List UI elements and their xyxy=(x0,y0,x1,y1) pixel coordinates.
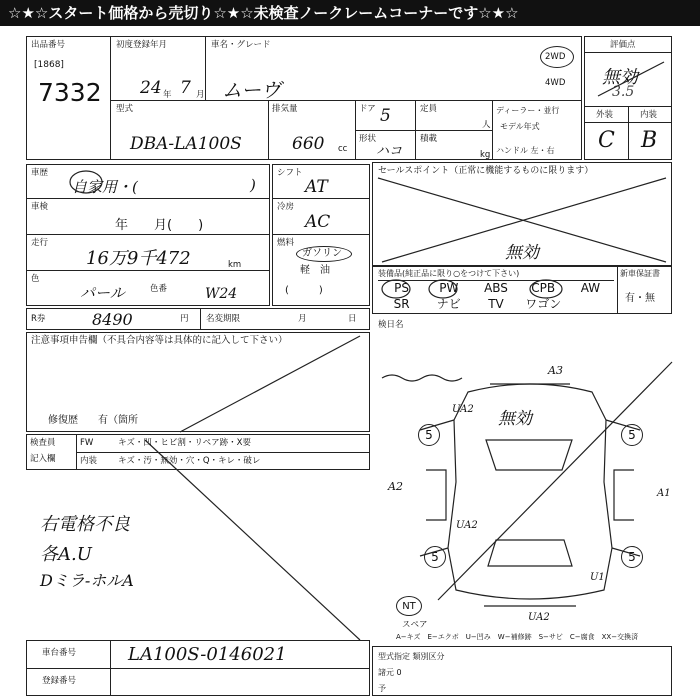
eval-void-stamp: 無効 xyxy=(602,67,638,88)
shaken-label: 車検 xyxy=(31,202,49,212)
lot-label: 出品番号 xyxy=(31,40,66,50)
displacement-unit: cc xyxy=(338,144,348,154)
ext-grade: C xyxy=(598,128,615,153)
capacity-unit: 人 xyxy=(482,120,491,130)
recycle-value: 8490 xyxy=(92,310,133,329)
color-value: パール xyxy=(80,284,125,302)
tire-front-right: 5 xyxy=(621,424,643,446)
tire-front-left: 5 xyxy=(418,424,440,446)
year-unit: 年 xyxy=(163,90,172,100)
interior-items: キズ・汚・無効・穴・Q・キレ・破レ xyxy=(118,456,261,466)
ext-label: 外装 xyxy=(596,110,614,120)
history-circle xyxy=(70,171,102,193)
history-value: 自家用・( xyxy=(72,178,138,196)
spec-line-3: 予 xyxy=(378,684,386,693)
body-type-label: 形状 xyxy=(359,134,377,144)
shift-value: AT xyxy=(305,177,328,197)
history-close: ) xyxy=(250,176,256,194)
fw-items: キズ・凹・ヒビ割・リペア跡・X要 xyxy=(118,438,251,448)
doors-label: ドア xyxy=(359,104,376,114)
eval-score: 3.5 xyxy=(612,84,635,100)
equip-ps: PS xyxy=(394,281,410,295)
repair-history: 修復歴 有（箇所 xyxy=(48,415,138,426)
fw-label: FW xyxy=(80,438,94,448)
damage-legend: A−キズ E−エクボ U−凹み W−補修跡 S−サビ C−腐食 XX−交換済 xyxy=(396,633,639,641)
equip-navi: ナビ xyxy=(436,297,461,311)
eval-label: 評価点 xyxy=(610,40,636,50)
load-label: 積載 xyxy=(420,134,438,144)
month-unit: 月 xyxy=(196,90,205,100)
equipment-label: 装備品(純正品に限り○をつけて下さい) xyxy=(378,269,520,278)
shift-label: シフト xyxy=(277,168,303,178)
mark-ua2-top: UA2 xyxy=(452,404,474,415)
displacement-value: 660 xyxy=(292,134,325,154)
chassis-label: 車台番号 xyxy=(42,648,77,658)
name-change-label: 名変期限 xyxy=(206,314,241,324)
model-name-value: ムーヴ xyxy=(222,78,281,102)
first-reg-year: 24 xyxy=(140,78,162,98)
inspector-entry-label: 記入欄 xyxy=(30,454,56,464)
name-change-day: 日 xyxy=(348,314,357,324)
shaken-value: 年 月( ) xyxy=(115,218,204,233)
mark-ua2-bottom: UA2 xyxy=(528,612,550,623)
equip-tv: TV xyxy=(488,296,504,311)
cpb-circle xyxy=(530,280,562,298)
new-warranty-label: 新車保証書 xyxy=(620,269,660,278)
history-label: 車歴 xyxy=(31,168,49,178)
name-change-month: 月 xyxy=(298,314,307,324)
int-label: 内装 xyxy=(640,110,658,120)
mark-u1: U1 xyxy=(590,572,605,583)
eval-strike xyxy=(598,62,664,96)
drive-4wd: 4WD xyxy=(545,78,566,88)
car-doors xyxy=(426,470,634,520)
lot-sub: [1868] xyxy=(34,60,64,70)
fuel-gasoline: ガソリン xyxy=(302,248,342,259)
body-type-value: ハコ xyxy=(376,144,403,159)
diagram-void-stamp: 無効 xyxy=(498,409,532,429)
capacity-label: 定員 xyxy=(420,104,438,114)
equip-wagon: ワゴン xyxy=(525,297,562,311)
lot-number: 7332 xyxy=(38,78,102,107)
aircon-label: 冷房 xyxy=(277,202,295,212)
mileage-label: 走行 xyxy=(31,238,49,248)
aircon-value: AC xyxy=(305,212,331,232)
note-line-1: 右電格不良 xyxy=(40,514,130,535)
mark-ua2-mid: UA2 xyxy=(456,520,478,531)
auction-banner: ☆★☆スタート価格から売切り☆★☆未検査ノークレームコーナーです☆★☆ xyxy=(0,0,700,26)
reg-no-label: 登録番号 xyxy=(42,676,77,686)
mark-a2: A2 xyxy=(388,480,403,493)
ps-circle xyxy=(382,280,410,298)
color-label: 色 xyxy=(31,274,40,284)
car-rear-window xyxy=(488,540,572,566)
mark-a1: A1 xyxy=(657,488,671,499)
interior-label: 内装 xyxy=(80,456,98,466)
dealer-label: ディーラー・並行 xyxy=(496,106,560,115)
mileage-value: 16万9千472 xyxy=(86,248,191,269)
notes-cross-lower xyxy=(145,440,360,640)
load-unit: kg xyxy=(480,150,491,160)
equip-aw: AW xyxy=(580,281,601,295)
first-reg-month: 7 xyxy=(180,78,191,98)
car-body-outline xyxy=(448,384,612,599)
color-number: W24 xyxy=(205,286,238,302)
diagram-cross xyxy=(438,362,672,600)
equip-pw: PW xyxy=(439,281,459,295)
notes-label: 注意事項申告欄（不具合内容等は具体的に記入して下さい） xyxy=(31,335,288,346)
fuel-label: 燃料 xyxy=(277,238,295,248)
sales-point-void: 無効 xyxy=(505,243,539,263)
scribble xyxy=(382,375,462,381)
car-windshield xyxy=(486,440,572,470)
fuel-other: ( ) xyxy=(285,285,323,296)
color-number-label: 色番 xyxy=(150,284,168,294)
owner-label: 検日名 xyxy=(378,320,404,330)
pw-circle xyxy=(429,280,457,298)
model-code-value: DBA-LA100S xyxy=(130,134,242,154)
model-year-label: モデル年式 xyxy=(500,122,540,131)
inspector-label: 検査員 xyxy=(30,438,56,448)
tire-rear-left: 5 xyxy=(424,546,446,568)
sales-point-label: セールスポイント（正常に機能するものに限ります） xyxy=(378,166,594,176)
mileage-unit: km xyxy=(228,260,242,270)
equip-abs: ABS xyxy=(484,281,508,295)
new-warranty-value: 有・無 xyxy=(625,293,655,304)
equip-sr: SR xyxy=(393,296,410,311)
first-reg-label: 初度登録年月 xyxy=(116,40,168,50)
note-line-3: Dミラ-ホルA xyxy=(40,571,134,590)
spec-line-2: 諸元 0 xyxy=(378,668,402,677)
handle-label: ハンドル 左・右 xyxy=(496,146,555,155)
recycle-label: R券 xyxy=(31,314,46,324)
car-bumpers xyxy=(484,384,576,606)
drive-2wd: 2WD xyxy=(545,52,566,62)
notes-cross xyxy=(180,336,360,432)
chassis-value: LA100S-0146021 xyxy=(128,644,287,665)
int-grade: B xyxy=(641,128,658,153)
model-name-label: 車名・グレード xyxy=(211,40,271,50)
spare-label: スペア xyxy=(402,620,428,630)
mark-a3: A3 xyxy=(548,364,563,377)
equip-cpb: CPB xyxy=(531,281,556,295)
note-line-2: 各A.U xyxy=(40,544,92,565)
tire-rear-right: 5 xyxy=(621,546,643,568)
recycle-unit: 円 xyxy=(180,314,189,324)
model-code-label: 型式 xyxy=(116,104,134,114)
displacement-label: 排気量 xyxy=(272,104,298,114)
fuel-light: 軽 油 xyxy=(300,265,330,276)
spare-tire-mark: NT xyxy=(396,596,422,616)
spec-line-1: 型式指定 類別区分 xyxy=(378,652,445,661)
doors-value: 5 xyxy=(380,106,391,126)
